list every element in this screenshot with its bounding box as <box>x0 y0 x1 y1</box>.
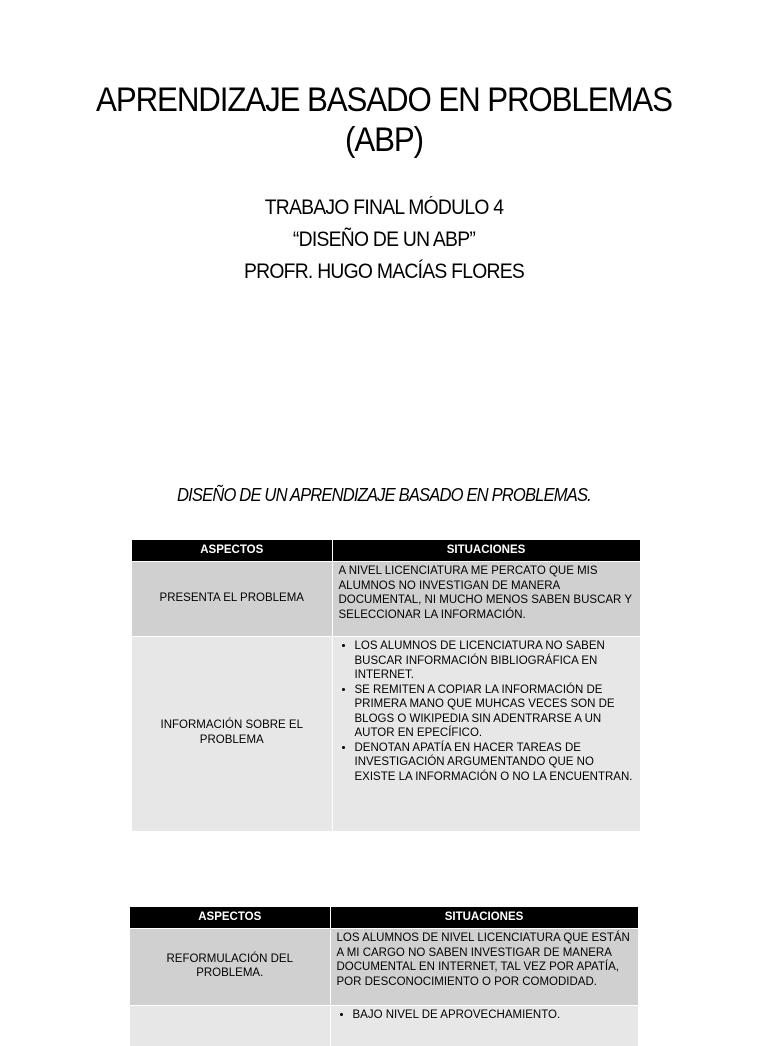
table-row <box>130 1006 638 1046</box>
subtitle-line-3: PROFR. HUGO MACÍAS FLORES <box>243 260 525 283</box>
situation-bullet-list <box>337 1008 632 1023</box>
table-header-row <box>132 540 640 562</box>
abp-table-2 <box>130 907 639 1046</box>
situation-cell: LOS ALUMNOS DE NIVEL LICENCIATURA QUE ESTÁN A MI CARGO NO SABEN INVESTIGAR DE MANERA DOCUMENTAL EN INTERNET, TAL VEZ POR APATÍA, POR DESCONOCIMIENTO O POR COMODIDAD. <box>330 929 638 1006</box>
document-title <box>31 80 738 160</box>
title-line-2: (ABP) <box>345 121 423 159</box>
list-item: • LOS ALUMNOS DE LICENCIATURA NO SABEN BUSCAR INFORMACIÓN BIBLIOGRÁFICA EN INTERNET. <box>355 639 634 683</box>
subtitle-line-2: “DISEÑO DE UN ABP” <box>292 228 476 251</box>
table-row <box>132 562 640 637</box>
list-item: • SE REMITEN A COPIAR LA INFORMACIÓN DE PRIMERA MANO QUE MUHCAS VECES SON DE BLOGS O WIKIPEDIA SIN ADENTRARSE A UN AUTOR EN EPECÍFICO. <box>355 683 634 741</box>
title-line-1: APRENDIZAJE BASADO EN PROBLEMAS <box>96 81 672 119</box>
header-aspectos: ASPECTOS <box>130 907 330 929</box>
aspect-cell: PRESENTA EL PROBLEMA <box>132 562 332 637</box>
aspect-cell <box>130 1006 330 1046</box>
header-situaciones: SITUACIONES <box>330 907 638 929</box>
situation-bullet-list <box>339 639 634 784</box>
table-row <box>130 929 638 1006</box>
situation-cell: A NIVEL LICENCIATURA ME PERCATO QUE MIS ALUMNOS NO INVESTIGAN DE MANERA DOCUMENTAL, NI MUCHO MENOS SABEN BUSCAR Y SELECCIONAR LA INFORMACIÓN. <box>332 562 640 637</box>
aspect-cell: INFORMACIÓN SOBRE EL PROBLEMA <box>132 637 332 831</box>
situation-cell <box>330 1006 638 1046</box>
header-situaciones: SITUACIONES <box>332 540 640 562</box>
header-aspectos: ASPECTOS <box>132 540 332 562</box>
list-item: • DENOTAN APATÍA EN HACER TAREAS DE INVESTIGACIÓN ARGUMENTANDO QUE NO EXISTE LA INFORMACIÓN O NO LA ENCUENTRAN. <box>355 741 634 785</box>
table-header-row <box>130 907 638 929</box>
aspect-cell: REFORMULACIÓN DEL PROBLEMA. <box>130 929 330 1006</box>
document-subtitle <box>31 192 738 288</box>
table-row <box>132 637 640 831</box>
situation-cell <box>332 637 640 831</box>
abp-table-1 <box>132 540 641 831</box>
list-item: • BAJO NIVEL DE APROVECHAMIENTO. <box>353 1008 632 1023</box>
subtitle-line-1: TRABAJO FINAL MÓDULO 4 <box>264 196 504 219</box>
design-heading: DISEÑO DE UN APRENDIZAJE BASADO EN PROBLEMAS. <box>177 485 591 505</box>
